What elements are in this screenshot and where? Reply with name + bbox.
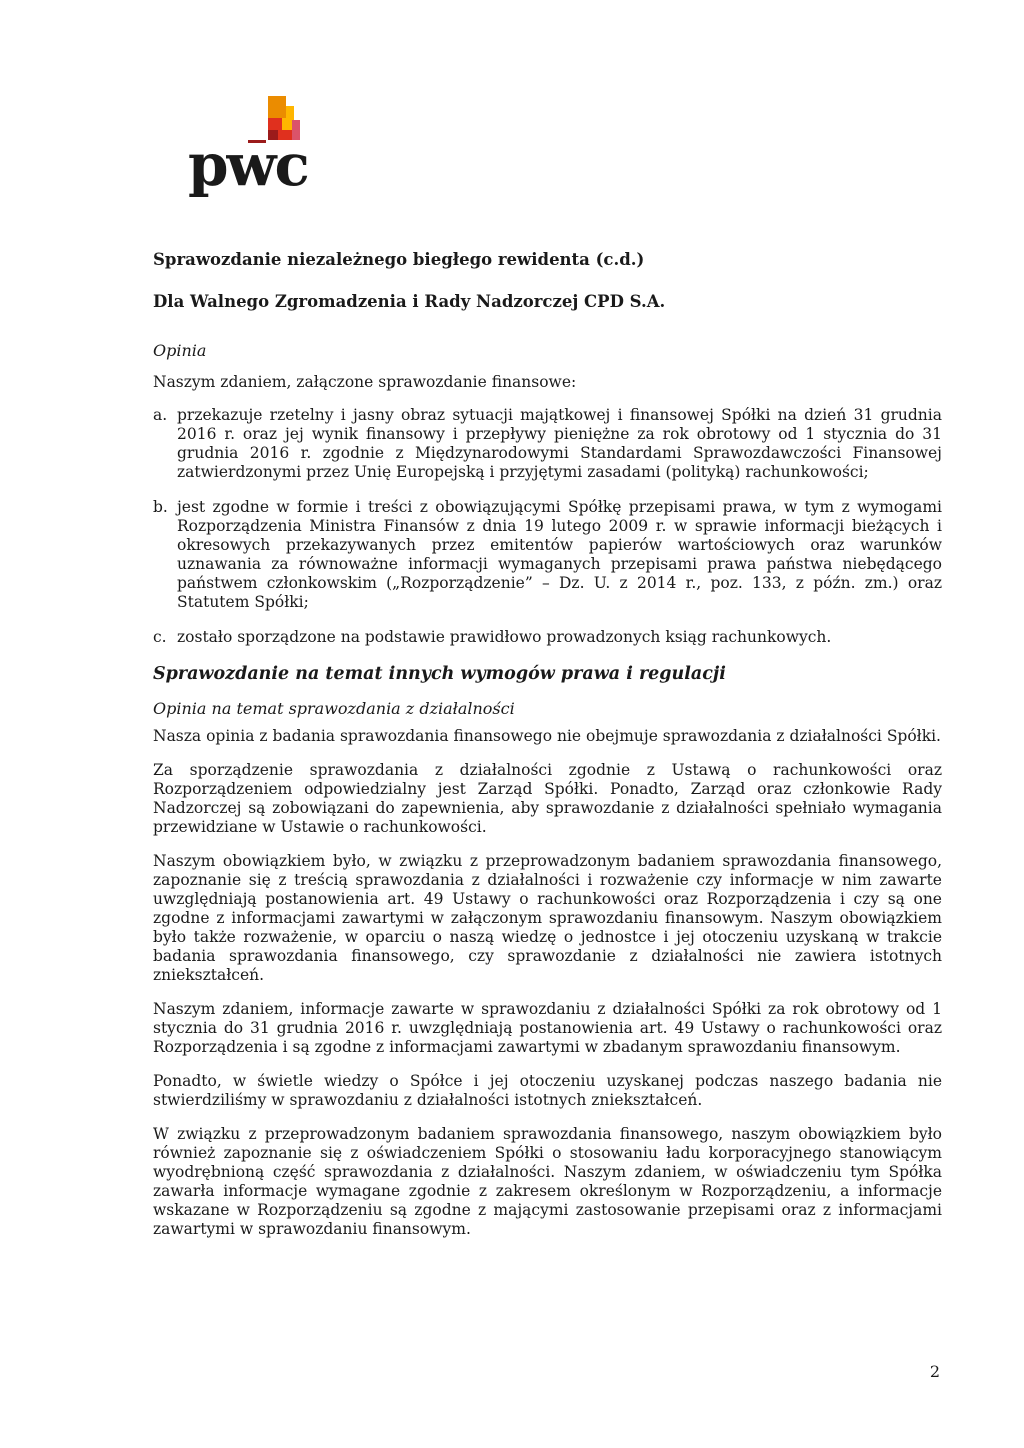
paragraph: Naszym obowiązkiem było, w związku z przeprowadzonym badaniem sprawozdania finansowego, zapoznanie się z treścią sprawozdania z działalności i rozważenie czy informacje w nim zawarte uwzględniają postanowienia art. 49 Ustawy o rachunkowości oraz Rozporządzenia i czy są one zgodne z informacjami zawartymi w załączonym sprawozdaniu finansowym. Naszym obowiązkiem było także rozważenie, w oparciu o naszą wiedzę o jednostce i jej otoczeniu uzyskaną w trakcie badania sprawozdania finansowego, czy sprawozdanie z działalności nie zawiera istotnych zniekształceń. — [153, 852, 942, 984]
list-item-text: przekazuje rzetelny i jasny obraz sytuacji majątkowej i finansowej Spółki na dzień 31 grudnia 2016 r. oraz jej wynik finansowy i przepływy pieniężne za rok obrotowy od 1 stycznia do 31 grudnia 2016 r. zgodnie z Międzynarodowymi Standardami Sprawozdawczości Finansowej zatwierdzonymi przez Unię Europejską i przyjętymi zasadami (polityką) rachunkowości; — [177, 406, 942, 481]
report-title: Sprawozdanie niezależnego biegłego rewidenta (c.d.) — [153, 250, 645, 269]
list-item-text: zostało sporządzone na podstawie prawidłowo prowadzonych ksiąg rachunkowych. — [177, 628, 832, 646]
list-item-text: jest zgodne w formie i treści z obowiązującymi Spółkę przepisami prawa, w tym z wymogami Rozporządzenia Ministra Finansów z dnia 19 lutego 2009 r. w sprawie informacji bieżących i okresowych przekazywanych przez emitentów papierów wartościowych oraz warunków uznawania za równoważne informacji wymaganych przepisami prawa państwa niebędącego państwem członkowskim („Rozporządzenie” – Dz. U. z 2014 r., poz. 133, z późn. zm.) oraz Statutem Spółki; — [177, 498, 942, 611]
opinion-item-c — [153, 628, 942, 647]
paragraph: Za sporządzenie sprawozdania z działalności zgodnie z Ustawą o rachunkowości oraz Rozporządzeniem odpowiedzialny jest Zarząd Spółki. Ponadto, Zarząd oraz członkowie Rady Nadzorczej są zobowiązani do zapewnienia, aby sprawozdanie z działalności spełniało wymagania przewidziane w Ustawie o rachunkowości. — [153, 761, 942, 836]
paragraph: W związku z przeprowadzonym badaniem sprawozdania finansowego, naszym obowiązkiem było również zapoznanie się z oświadczeniem Spółki o stosowaniu ładu korporacyjnego stanowiącym wyodrębnioną część sprawozdania z działalności. Naszym zdaniem, w oświadczeniu tym Spółka zawarła informacje wymagane zgodnie z zakresem określonym w Rozporządzeniu, a informacje wskazane w Rozporządzeniu są zgodne z mającymi zastosowanie przepisami oraz z informacjami zawartymi w sprawozdaniu finansowym. — [153, 1125, 942, 1238]
opinion-heading: Opinia — [153, 341, 207, 360]
list-marker: a. — [153, 406, 168, 424]
paragraph: Nasza opinia z badania sprawozdania finansowego nie obejmuje sprawozdania z działalności Spółki. — [153, 727, 941, 745]
paragraph: Naszym zdaniem, informacje zawarte w sprawozdaniu z działalności Spółki za rok obrotowy od 1 stycznia do 31 grudnia 2016 r. uwzględniają postanowienia art. 49 Ustawy o rachunkowości oraz Rozporządzenia i są zgodne z informacjami zawartymi w zbadanym sprawozdaniu finansowym. — [153, 1000, 942, 1056]
page-number: 2 — [929, 1362, 940, 1381]
paragraph: Ponadto, w świetle wiedzy o Spółce i jej otoczeniu uzyskanej podczas naszego badania nie stwierdziliśmy w sprawozdaniu z działalności istotnych zniekształceń. — [153, 1072, 942, 1109]
opinion-item-b — [153, 498, 942, 612]
list-marker: b. — [153, 498, 168, 516]
other-requirements-heading: Sprawozdanie na temat innych wymogów prawa i regulacji — [153, 664, 726, 684]
report-body — [153, 249, 942, 1254]
pwc-wordmark: pwc — [188, 131, 308, 199]
activity-report-subheading: Opinia na temat sprawozdania z działalności — [153, 699, 515, 718]
pwc-logo — [188, 92, 318, 202]
report-addressee: Dla Walnego Zgromadzenia i Rady Nadzorczej CPD S.A. — [153, 292, 666, 311]
opinion-intro: Naszym zdaniem, załączone sprawozdanie finansowe: — [153, 373, 577, 391]
list-marker: c. — [153, 628, 167, 646]
opinion-item-a — [153, 406, 942, 482]
